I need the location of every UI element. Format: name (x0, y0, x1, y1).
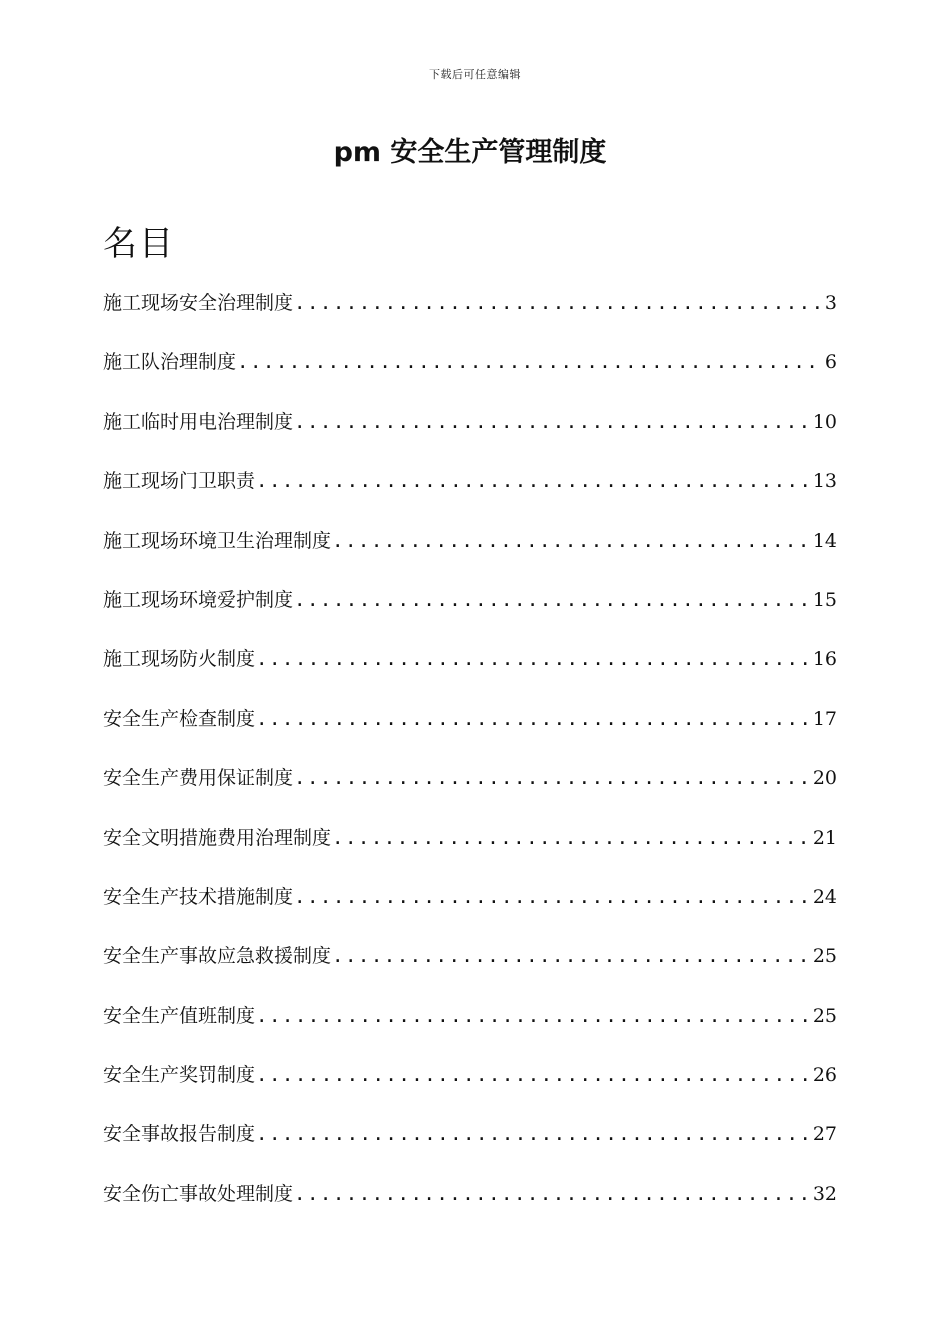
toc-entry-page: 20 (812, 767, 837, 790)
toc-entry-page: 27 (812, 1123, 837, 1146)
toc-entry-label: 安全生产费用保证制度 (103, 767, 294, 790)
toc-entry[interactable] (103, 704, 837, 763)
toc-entry-page: 3 (824, 292, 837, 314)
toc-entry-label: 施工现场门卫职责 (103, 470, 256, 493)
toc-entry-page: 24 (812, 885, 837, 908)
toc-dot-leader (256, 644, 811, 674)
toc-entry-page: 25 (812, 1004, 837, 1027)
table-of-contents (103, 288, 837, 1238)
toc-entry[interactable] (103, 288, 837, 347)
toc-entry-label: 安全生产奖罚制度 (103, 1064, 256, 1087)
toc-dot-leader (256, 466, 811, 496)
toc-entry[interactable] (103, 466, 837, 525)
toc-entry[interactable] (103, 407, 837, 466)
toc-dot-leader (237, 347, 823, 377)
toc-entry-label: 施工临时用电治理制度 (103, 410, 294, 433)
toc-dot-leader (294, 882, 811, 912)
toc-entry-page: 21 (812, 826, 837, 849)
toc-entry-page: 16 (812, 648, 837, 671)
toc-entry-page: 15 (812, 588, 837, 611)
toc-dot-leader (294, 1179, 811, 1209)
toc-entry[interactable] (103, 1060, 837, 1119)
toc-entry-label: 安全事故报告制度 (103, 1123, 256, 1146)
toc-entry[interactable] (103, 1119, 837, 1178)
toc-entry[interactable] (103, 526, 837, 585)
toc-entry[interactable] (103, 1179, 837, 1238)
toc-dot-leader (294, 585, 811, 615)
toc-dot-leader (332, 526, 811, 556)
toc-dot-leader (256, 1001, 811, 1031)
toc-entry-label: 施工队治理制度 (103, 351, 237, 374)
toc-entry-label: 安全生产事故应急救援制度 (103, 945, 332, 968)
toc-entry-page: 6 (824, 351, 837, 374)
toc-entry-page: 17 (812, 707, 837, 730)
toc-entry-page: 25 (812, 945, 837, 968)
toc-dot-leader (256, 1119, 811, 1149)
toc-entry-page: 26 (812, 1064, 837, 1087)
toc-entry-label: 施工现场防火制度 (103, 648, 256, 671)
toc-dot-leader (256, 1060, 811, 1090)
toc-entry[interactable] (103, 941, 837, 1000)
toc-entry[interactable] (103, 347, 837, 406)
toc-entry-page: 10 (812, 410, 837, 433)
toc-entry-label: 安全生产检查制度 (103, 707, 256, 730)
toc-dot-leader (332, 823, 811, 853)
toc-entry-label: 施工现场环境爱护制度 (103, 588, 294, 611)
toc-entry[interactable] (103, 823, 837, 882)
toc-entry[interactable] (103, 585, 837, 644)
toc-entry-label: 安全伤亡事故处理制度 (103, 1182, 294, 1205)
toc-dot-leader (294, 763, 811, 793)
toc-entry[interactable] (103, 882, 837, 941)
toc-entry[interactable] (103, 763, 837, 822)
toc-entry-label: 施工现场环境卫生治理制度 (103, 529, 332, 552)
toc-entry[interactable] (103, 644, 837, 703)
toc-entry-label: 安全生产值班制度 (103, 1004, 256, 1027)
header-note: 下载后可任意编辑 (429, 68, 521, 81)
toc-entry[interactable] (103, 1001, 837, 1060)
toc-dot-leader (332, 941, 811, 971)
toc-entry-page: 32 (812, 1182, 837, 1205)
toc-entry-label: 施工现场安全治理制度 (103, 292, 294, 314)
toc-heading: 名目 (103, 224, 175, 264)
toc-entry-label: 安全文明措施费用治理制度 (103, 826, 332, 849)
toc-entry-page: 14 (812, 529, 837, 552)
document-title: pm 安全生产管理制度 (333, 137, 607, 168)
toc-entry-label: 安全生产技术措施制度 (103, 885, 294, 908)
toc-entry-page: 13 (812, 470, 837, 493)
toc-dot-leader (256, 704, 811, 734)
toc-dot-leader (294, 407, 811, 437)
toc-dot-leader (294, 288, 823, 318)
